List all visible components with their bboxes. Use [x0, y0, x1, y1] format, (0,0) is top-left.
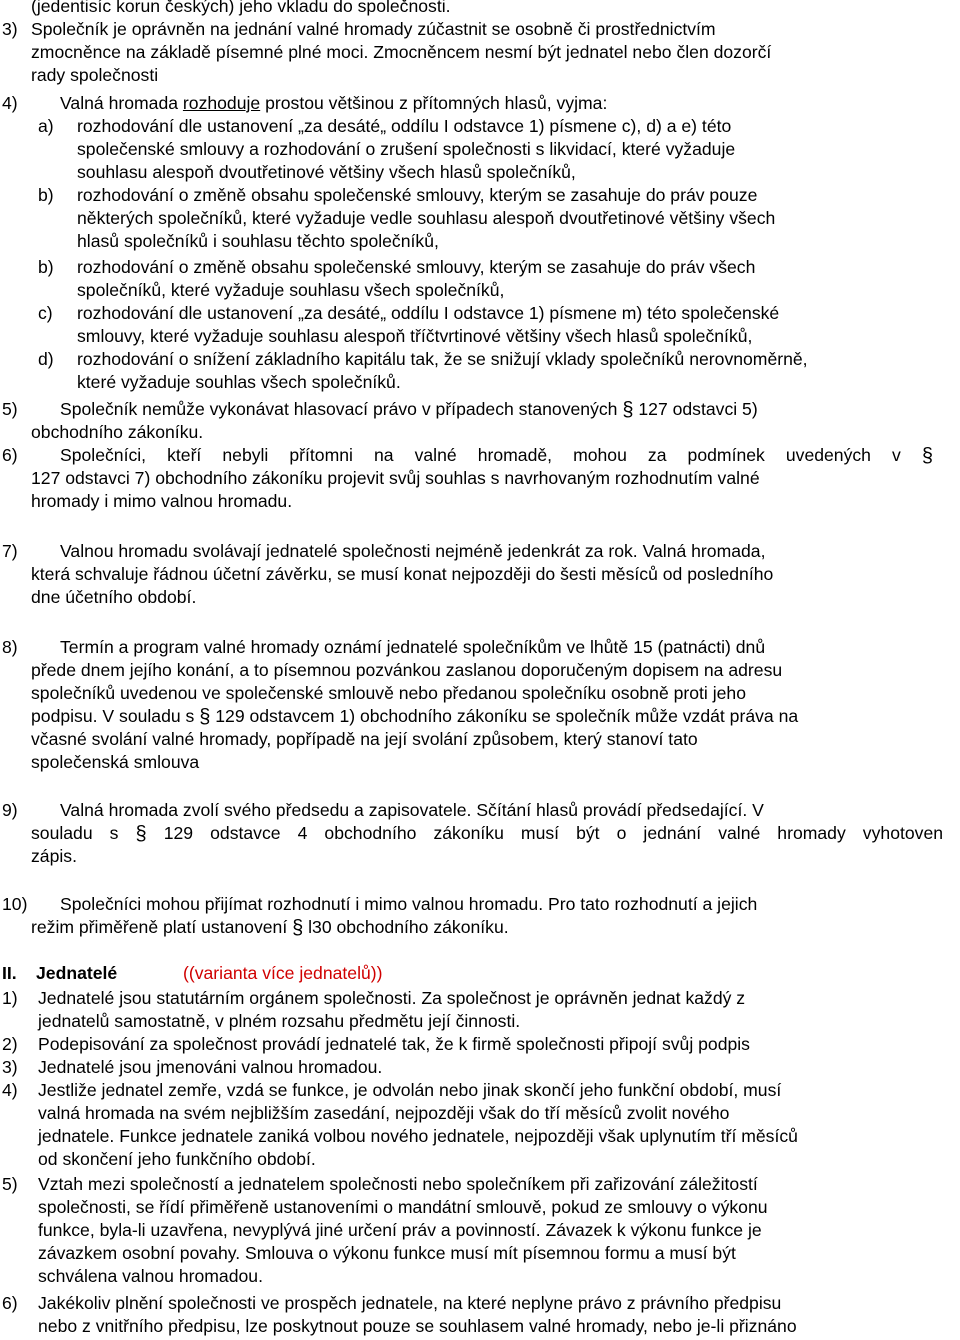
- text-line: rozhodování o snížení základního kapitálu tak, že se snižují vklady společníků nerovnoměrně,: [77, 349, 808, 369]
- text-line: Jakékoliv plnění společnosti ve prospěch jednatele, na které neplyne právo z právního předpisu: [38, 1293, 782, 1313]
- text-line: podpisu. V souladu s § 129 odstavcem 1) obchodního zákoníku se společník může vzdát práva na: [31, 706, 799, 728]
- text-line: hromady i mimo valnou hromadu.: [31, 491, 293, 511]
- text-line: Společník je oprávněn na jednání valné hromady zúčastnit se osobně či prostřednictvím: [31, 19, 716, 39]
- section-sign: §: [135, 823, 147, 845]
- item-number: 7): [2, 541, 18, 561]
- text-line: (jedentisíc korun českých) jeho vkladu do společnosti.: [31, 0, 451, 16]
- text-line: společenská smlouva: [31, 752, 200, 772]
- text-line: 127 odstavci 7) obchodního zákoníku projevit svůj souhlas s navrhovaným rozhodnutím valné: [31, 468, 760, 488]
- text-line: Společníci mohou přijímat rozhodnutí i mimo valnou hromadu. Pro tato rozhodnutí a jejich: [60, 894, 758, 914]
- item-number: 3): [2, 1057, 18, 1077]
- text-line: dne účetního období.: [31, 587, 197, 607]
- item-number: 3): [2, 19, 18, 39]
- item-number: 9): [2, 800, 18, 820]
- list-label: d): [38, 349, 54, 369]
- text-line: zmocněnce na základě písemné plné moci. Zmocněncem nesmí být jednatel nebo člen dozorčí: [31, 42, 772, 62]
- item-number: 2): [2, 1034, 18, 1054]
- item-number: 8): [2, 637, 18, 657]
- text-line: souladu s § 129 odstavce 4 obchodního zákoníku musí být o jednání valné hromady vyhotoven: [31, 823, 944, 845]
- list-label: c): [38, 303, 53, 323]
- text-line: Valná hromada rozhoduje prostou většinou z přítomných hlasů, vyjma:: [60, 93, 608, 113]
- text-line: smlouvy, které vyžaduje souhlasu alespoň tříčtvrtinové většiny všech hlasů společníků,: [77, 326, 753, 346]
- text-line: které vyžaduje souhlas všech společníků.: [77, 372, 401, 392]
- text-line: rozhodování dle ustanovení „za desáté„ oddílu I odstavce 1) písmene m) této společenské: [77, 303, 780, 323]
- text-line: společenské smlouvy a rozhodování o zrušení společnosti s likvidací, které vyžaduje: [77, 139, 736, 159]
- text-line: společnosti, se řídí přiměřeně ustanoveními o mandátní smlouvě, pokud ze smlouvy o výkonu: [38, 1197, 768, 1217]
- text-line: rozhodování dle ustanovení „za desáté„ oddílu I odstavce 1) písmene c), d) a e) této: [77, 116, 732, 136]
- item-number: 5): [2, 1174, 18, 1194]
- text-line: schválena valnou hromadou.: [38, 1266, 263, 1286]
- text-line: Jestliže jednatel zemře, vzdá se funkce, je odvolán nebo jinak skončí jeho funkční období, musí: [38, 1080, 782, 1100]
- list-label: b): [38, 185, 54, 205]
- section-sign: §: [921, 445, 933, 467]
- text-line: obchodního zákoníku.: [31, 422, 204, 442]
- text-line: Valnou hromadu svolávají jednatelé společnosti nejméně jedenkrát za rok. Valná hromada,: [60, 541, 766, 561]
- text-line: některých společníků, které vyžaduje vedle souhlasu alespoň dvoutřetinové většiny všech: [77, 208, 776, 228]
- text-line: Podepisování za společnost provádí jednatelé tak, že k firmě společnosti připojí svůj podpis: [38, 1034, 750, 1054]
- text-line: závazkem osobní povahy. Smlouva o výkonu funkce musí mít písemnou formu a musí být: [38, 1243, 736, 1263]
- section-sign: §: [622, 399, 634, 421]
- text-line: přede dnem jejího konání, a to písemnou pozvánkou zaslanou doporučeným dopisem na adresu: [31, 660, 783, 680]
- item-number: 6): [2, 1293, 18, 1313]
- underlined-word: rozhoduje: [182, 93, 261, 113]
- text-line: funkce, byla-li uzavřena, nevyplývá jiné určení práv a povinností. Závazek k výkonu funkce je: [38, 1220, 762, 1240]
- text-line: hlasů společníků i souhlasu těchto společníků,: [77, 231, 439, 251]
- item-number: 5): [2, 399, 18, 419]
- text-line: rozhodování o změně obsahu společenské smlouvy, kterým se zasahuje do práv pouze: [77, 185, 758, 205]
- text-line: jednatelů samostatně, v plném rozsahu předmětu její činnosti.: [38, 1011, 521, 1031]
- text-line: Valná hromada zvolí svého předsedu a zapisovatele. Sčítání hlasů provádí předsedající. V: [60, 800, 764, 820]
- item-number: 4): [2, 93, 18, 113]
- text-line: Jednatelé jsou statutárním orgánem společnosti. Za společnost je oprávněn jednat každý z: [38, 988, 746, 1008]
- text-line: zápis.: [31, 846, 77, 866]
- text-line: Společník nemůže vykonávat hlasovací právo v případech stanovených § 127 odstavci 5): [60, 399, 758, 421]
- text-line: souhlasu alespoň dvoutřetinové většiny všech hlasů společníků,: [77, 162, 576, 182]
- text-line: včasné svolání valné hromady, popřípadě na její svolání způsobem, který stanoví tato: [31, 729, 698, 749]
- list-label: a): [38, 116, 54, 136]
- text-line: Vztah mezi společností a jednatelem společnosti nebo společníkem při zařizování záležitostí: [38, 1174, 758, 1194]
- text-line: společníků uvedenou ve společenské smlouvě nebo předanou společníku osobně proti jeho: [31, 683, 746, 703]
- item-number: 4): [2, 1080, 18, 1100]
- text-line: nebo z vnitřního předpisu, lze poskytnout pouze se souhlasem valné hromady, nebo je-li přiznáno: [38, 1316, 797, 1336]
- text-line: rozhodování o změně obsahu společenské smlouvy, kterým se zasahuje do práv všech: [77, 257, 756, 277]
- text-line: od skončení jeho funkčního období.: [38, 1149, 316, 1169]
- list-label: b): [38, 257, 54, 277]
- section-sign: §: [292, 917, 304, 939]
- text-line: Společníci, kteří nebyli přítomni na valné hromadě, mohou za podmínek uvedených v §: [60, 445, 933, 467]
- section-title: Jednatelé: [36, 963, 118, 983]
- section-sign: §: [199, 706, 211, 728]
- text-line: režim přiměřeně platí ustanovení § l30 obchodního zákoníku.: [31, 917, 509, 939]
- text-line: společníků, které vyžaduje souhlasu všech společníků,: [77, 280, 505, 300]
- item-number: 6): [2, 445, 18, 465]
- section-note: ((varianta více jednatelů)): [183, 963, 383, 983]
- text-line: valná hromada na svém nejbližším zasedání, nejpozději však do tří měsíců zvolit nového: [38, 1103, 730, 1123]
- text-line: která schvaluje řádnou účetní závěrku, se musí konat nejpozději do šesti měsíců od posledního: [31, 564, 774, 584]
- text-line: rady společnosti: [31, 65, 159, 85]
- text-line: Termín a program valné hromady oznámí jednatelé společníkům ve lhůtě 15 (patnácti) dnů: [60, 637, 766, 657]
- item-number: 10): [2, 894, 28, 914]
- item-number: 1): [2, 988, 18, 1008]
- text-line: Jednatelé jsou jmenováni valnou hromadou.: [38, 1057, 383, 1077]
- text-line: jednatele. Funkce jednatele zaniká volbou nového jednatele, nejpozději však uplynutím tří měsíců: [38, 1126, 798, 1146]
- section-number: II.: [2, 963, 17, 983]
